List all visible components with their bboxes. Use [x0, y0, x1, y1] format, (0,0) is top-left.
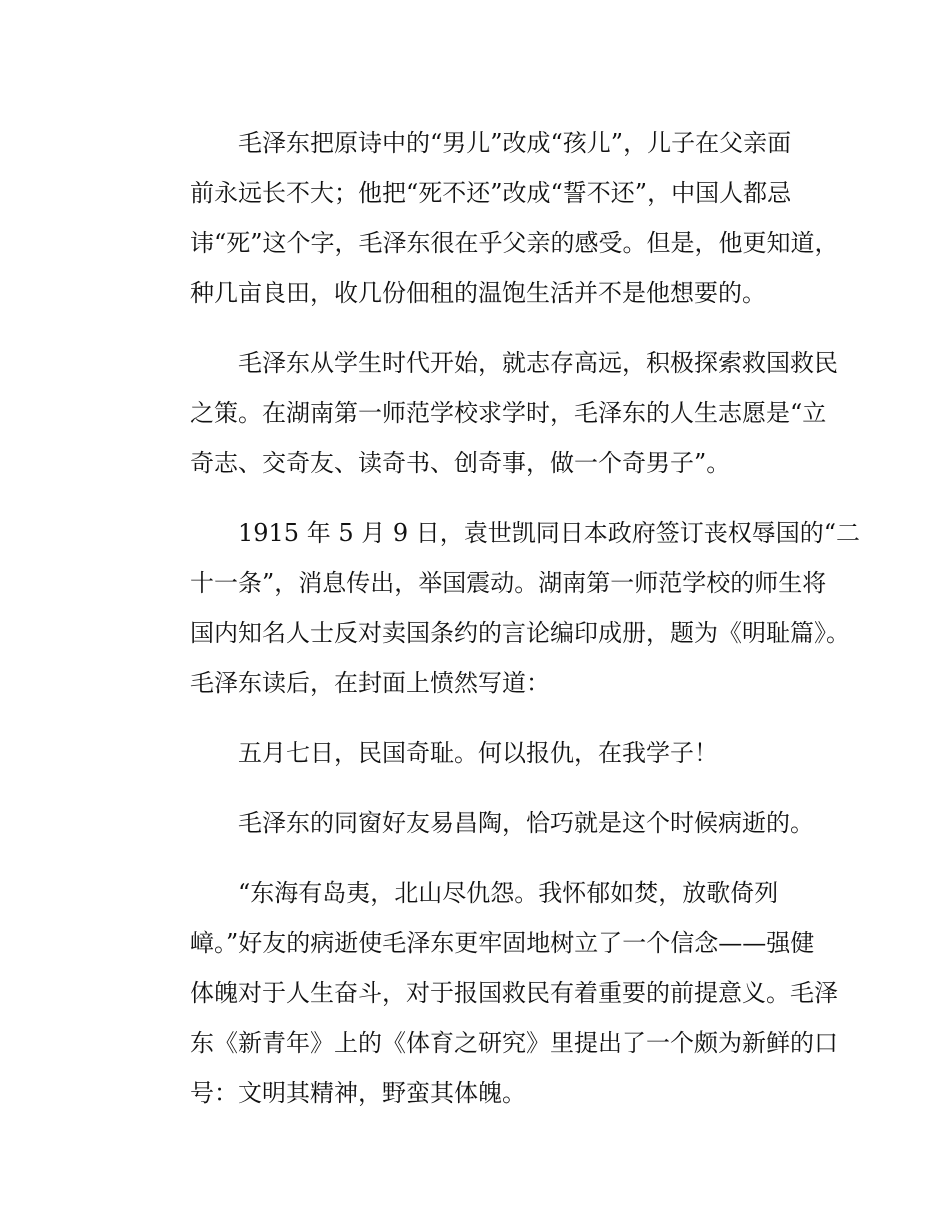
paragraph-4-quote: [142, 728, 824, 778]
paragraph-line: 毛泽东从学生时代开始，就志存高远，积极探索救国救民: [238, 349, 838, 377]
paragraph-line: 奇志、交奇友、读奇书、创奇事，做一个奇男子”。: [190, 449, 731, 477]
paragraph-2: [142, 338, 838, 488]
paragraph-6: [142, 868, 838, 1118]
paragraph-line: 1915 年 5 月 9 日，袁世凯同日本政府签订丧权辱国的“二: [238, 519, 861, 547]
paragraph-line: 毛泽东把原诗中的“男儿”改成“孩儿”，儿子在父亲面: [238, 129, 792, 157]
paragraph-line: 五月七日，民国奇耻。何以报仇，在我学子！: [238, 739, 718, 767]
paragraph-line: 国内知名人士反对卖国条约的言论编印成册，题为《明耻篇》。: [190, 619, 850, 647]
paragraph-line: 十一条”，消息传出，举国震动。湖南第一师范学校的师生将: [190, 569, 827, 597]
paragraph-1: [142, 118, 839, 318]
document-body: [142, 118, 861, 1138]
paragraph-line: 毛泽东读后，在封面上愤然写道：: [190, 669, 550, 697]
paragraph-line: 毛泽东的同窗好友易昌陶，恰巧就是这个时候病逝的。: [238, 809, 814, 837]
paragraph-line: 前永远长不大；他把“死不还”改成“誓不还”，中国人都忌: [190, 179, 792, 207]
paragraph-5: [142, 798, 824, 848]
paragraph-line: 嶂。”好友的病逝使毛泽东更牢固地树立了一个信念——强健: [190, 929, 815, 957]
paragraph-line: 之策。在湖南第一师范学校求学时，毛泽东的人生志愿是“立: [190, 399, 827, 427]
paragraph-line: 号：文明其精神，野蛮其体魄。: [190, 1079, 526, 1107]
paragraph-line: 体魄对于人生奋斗，对于报国救民有着重要的前提意义。毛泽: [190, 979, 838, 1007]
paragraph-3: [142, 508, 861, 708]
paragraph-line: “东海有岛夷，北山尽仇怨。我怀郁如焚，放歌倚列: [238, 879, 779, 907]
paragraph-line: 东《新青年》上的《体育之研究》里提出了一个颇为新鲜的口: [190, 1029, 838, 1057]
paragraph-line: 讳“死”这个字，毛泽东很在乎父亲的感受。但是，他更知道，: [190, 229, 839, 257]
paragraph-line: 种几亩良田，收几份佃租的温饱生活并不是他想要的。: [190, 279, 766, 307]
